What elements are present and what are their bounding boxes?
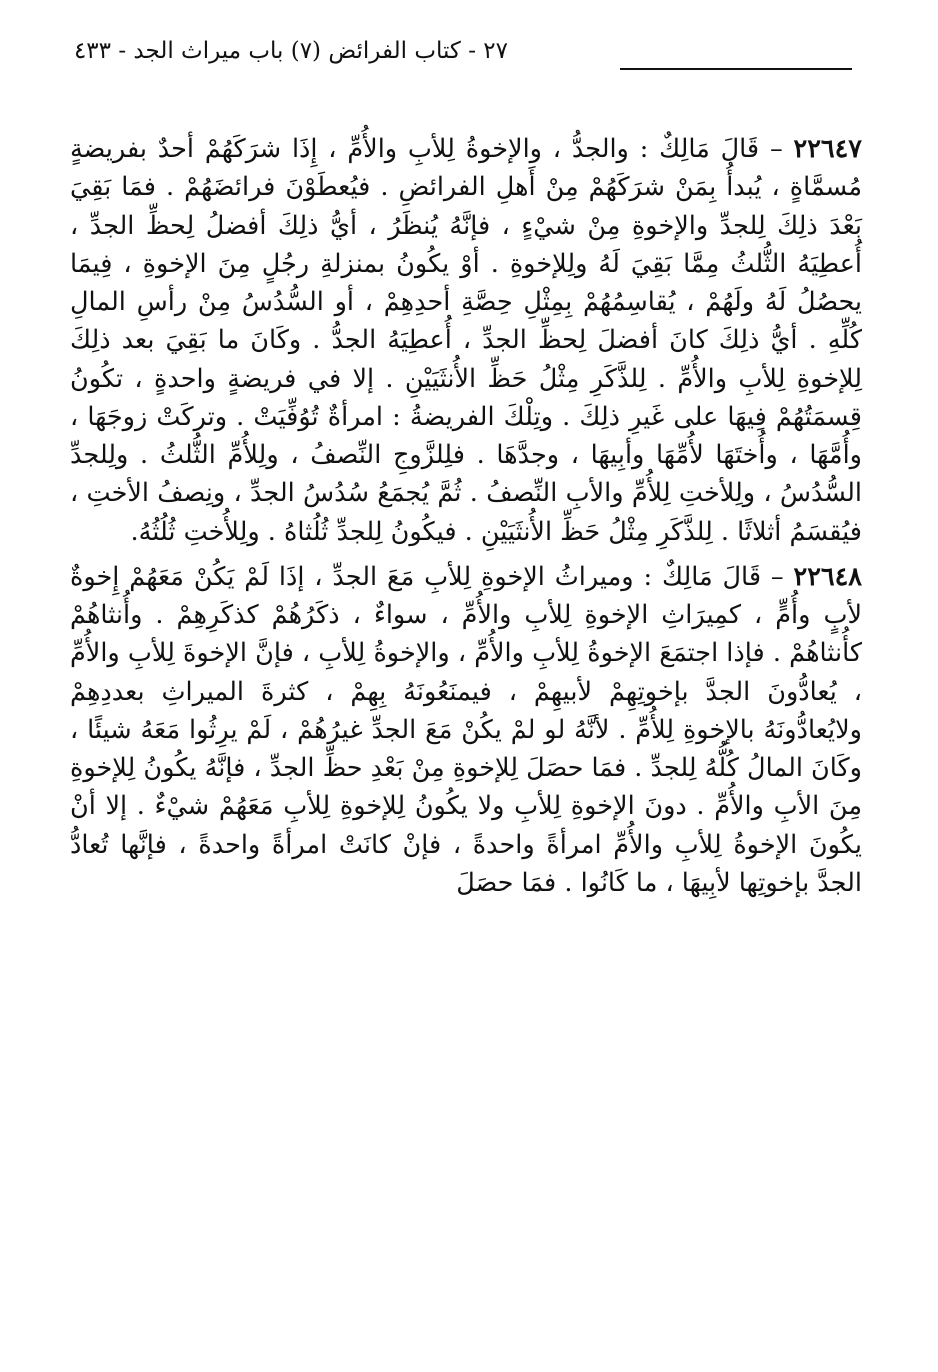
header-rule (620, 68, 852, 70)
paragraph (70, 558, 862, 902)
paragraph-text: – قَالَ مَالِكٌ : وميراثُ الإخوةِ لِلأبِ مَعَ الجدِّ ، إذَا لَمْ يَكُنْ مَعَهُمْ إِخوةٌ لأبٍ وأُمٍّ ، كمِيرَاثِ الإخوةِ لِلأبِ والأُمِّ ، سواءٌ ، ذكَرُهُمْ كذكَرِهِمْ . وأُنثاهُمْ كأُنثاهُمْ . فإذا اجتمَعَ الإخوةُ لِلأبِ والأُمِّ ، والإخوةُ لِلأبِ ، فإنَّ الإخوةَ لِلأبِ والأُمِّ ، يُعادُّونَ الجدَّ بإخوتِهِمْ لأبيهِمْ ، فيمنَعُونَهُ بِهِمْ ، كثرةَ الميراثِ بعددِهِمْ ولايُعادُّونَهُ بالإخوةِ لِلأُمِّ . لأنَّهُ لو لمْ يكُنْ مَعَ الجدِّ غيرُهُمْ ، لَمْ يرِثُوا مَعَهُ شيئًا ، وكَانَ المالُ كُلُّهُ لِلجدِّ . فمَا حصَلَ لِلإخوةِ مِنْ بَعْدِ حظِّ الجدِّ ، فإنَّهُ يكُونُ لِلإخوةِ مِنَ الأبِ والأُمِّ . دونَ الإخوةِ لِلأبِ ولا يكُونُ لِلإخوةِ لِلأبِ مَعَهُمْ شيْءٌ . إلا أنْ يكُونَ الإخوةُ لِلأبِ والأُمِّ امرأةً واحدةً ، فإنْ كانَتْ امرأةً واحدةً ، فإنَّها تُعادُّ الجدَّ بإخوتِها لأبِيهَا ، ما كَانُوا . فمَا حصَلَ (70, 561, 862, 898)
paragraph-text: – قَالَ مَالِكٌ : والجدُّ ، والإخوةُ لِلأبِ والأُمِّ ، إِذَا شرَكَهُمْ أحدٌ بفريضةٍ مُسمَّاةٍ ، يُبدأُ بِمَنْ شرَكَهُمْ مِنْ أَهلِ الفرائضِ . فيُعطَوْنَ فرائضَهُمْ . فمَا بَقِيَ بَعْدَ ذلِكَ لِلجدِّ والإخوةِ مِنْ شيْءٍ ، فإنَّهُ يُنظَرُ ، أيُّ ذلِكَ أفضلُ لِحظِّ الجدِّ ، أُعطِيَهُ الثُّلثُ مِمَّا بَقِيَ لَهُ ولِلإخوةِ . أوْ يكُونُ بمنزلةِ رجُلٍ مِنَ الإخوةِ ، فِيمَا يحصُلُ لَهُ ولَهُمْ ، يُقاسِمُهُمْ بِمِثْلِ حِصَّةِ أحدِهِمْ ، أو السُّدُسُ مِنْ رأسِ المالِ كُلِّهِ . أيُّ ذلِكَ كانَ أفضلَ لِحظِّ الجدِّ ، أُعطِيَهُ الجدُّ . وكَانَ ما بَقِيَ بعد ذلِكَ لِلإخوةِ لِلأبِ والأُمِّ . لِلذَّكَرِ مِثْلُ حَظِّ الأُنثَيَيْنِ . إلا في فريضةٍ واحدةٍ ، تكُونُ قِسمَتُهُمْ فِيهَا على غَيرِ ذلِكَ . وتِلْكَ الفريضةُ : امرأةٌ تُوُفِّيَتْ . وتركَتْ زوجَهَا ، وأُمَّهَا ، وأُختَهَا لأُمِّهَا وأبِيهَا ، وجدَّهَا . فلِلزَّوجِ النِّصفُ ، ولِلأُمِّ الثُّلثُ . ولِلجدِّ السُّدُسُ ، ولِلأختِ لِلأُمِّ والأبِ النِّصفُ . ثُمَّ يُجمَعُ سُدُسُ الجدِّ ، ونِصفُ الأختِ ، فيُقسَمُ أثلاثًا . لِلذَّكَرِ مِثْلُ حَظِّ الأُنثَيَيْنِ . فيكُونُ لِلجدِّ ثُلُثاهُ . ولِلأُختِ ثُلُثُهُ. (70, 134, 862, 547)
paragraph-number: ٢٢٦٤٨ (793, 561, 862, 592)
running-header: ٢٧ - كتاب الفرائض (٧) باب ميراث الجد - ٤٣٣ (73, 38, 508, 64)
paragraph (70, 130, 862, 551)
paragraph-number: ٢٢٦٤٧ (793, 134, 862, 164)
body-text (70, 130, 862, 902)
